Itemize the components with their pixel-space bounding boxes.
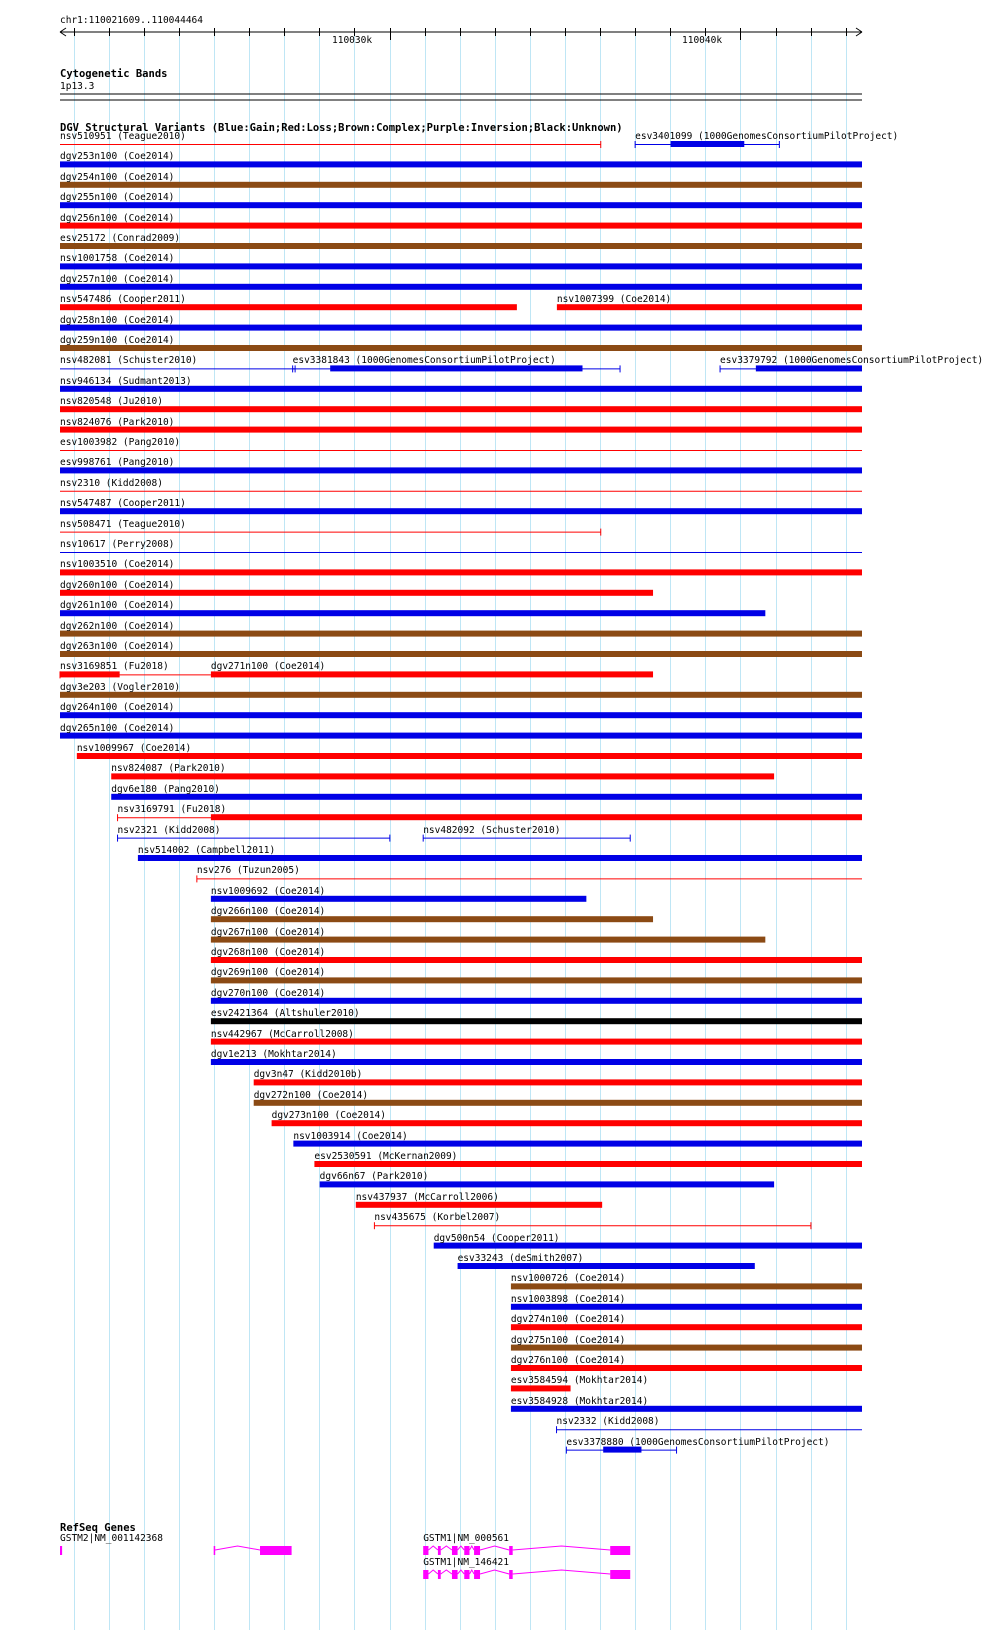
sv-label[interactable]: esv3378880 (1000GenomesConsortiumPilotProject) [566,1436,830,1448]
sv-label[interactable]: dgv6e180 (Pang2010) [111,783,220,795]
sv-label[interactable]: nsv1003510 (Coe2014) [60,559,175,571]
sv-label[interactable]: nsv1003914 (Coe2014) [293,1130,408,1142]
sv-label[interactable]: dgv276n100 (Coe2014) [510,1355,626,1366]
sv-label[interactable]: esv25172 (Conrad2009) [60,233,181,244]
sv-label[interactable]: dgv253n100 (Coe2014) [60,151,175,163]
sv-label[interactable]: dgv271n100 (Coe2014) [210,661,326,673]
sv-label[interactable]: nsv1009967 (Coe2014) [76,743,192,754]
ruler-tick-label: 110040k [682,35,723,46]
sv-label[interactable]: nsv2310 (Kidd2008) [60,477,163,489]
sv-label[interactable]: nsv1000726 (Coe2014) [510,1273,626,1285]
sv-label[interactable]: esv3379792 (1000GenomesConsortiumPilotProject) [720,355,983,367]
sv-label[interactable]: nsv508471 (Teague2010) [60,518,186,530]
sv-label[interactable]: dgv258n100 (Coe2014) [60,314,175,326]
sv-label[interactable]: nsv547487 (Cooper2011) [60,498,186,510]
sv-label[interactable]: dgv263n100 (Coe2014) [60,641,175,652]
gene-label[interactable]: GSTM1|NM_000561 [423,1533,509,1544]
sv-label[interactable]: nsv2321 (Kidd2008) [117,824,221,836]
sv-label[interactable]: nsv510951 (Teague2010) [60,131,186,142]
sv-label[interactable]: dgv269n100 (Coe2014) [210,967,326,979]
sv-label[interactable]: nsv3169791 (Fu2018) [117,804,227,816]
sv-label[interactable]: dgv273n100 (Coe2014) [271,1110,386,1122]
sv-label[interactable]: dgv259n100 (Coe2014) [60,335,175,346]
sv-label[interactable]: nsv3169851 (Fu2018) [60,661,169,673]
sv-label[interactable]: esv2421364 (Altshuler2010) [210,1008,360,1020]
gene-label[interactable]: GSTM1|NM_146421 [423,1557,509,1568]
sv-label[interactable]: nsv1007399 (Coe2014) [556,294,672,306]
sv-label[interactable]: nsv442967 (McCarroll2008) [210,1028,354,1040]
sv-label[interactable]: nsv1003898 (Coe2014) [510,1293,626,1305]
sv-label[interactable]: nsv946134 (Sudmant2013) [60,375,192,387]
sv-label[interactable]: esv3584594 (Mokhtar2014) [510,1375,649,1387]
sv-label[interactable]: dgv500n54 (Cooper2011) [433,1232,560,1244]
sv-label[interactable]: nsv276 (Tuzun2005) [196,865,300,877]
sv-label[interactable]: dgv255n100 (Coe2014) [60,192,175,204]
sv-label[interactable]: dgv256n100 (Coe2014) [60,212,175,224]
sv-label[interactable]: esv3381843 (1000GenomesConsortiumPilotProject) [292,355,556,367]
sv-label[interactable]: dgv270n100 (Coe2014) [210,987,326,999]
sv-label[interactable]: dgv266n100 (Coe2014) [210,906,326,918]
refseq-track-title: RefSeq Genes [60,1522,136,1534]
ruler-tick-label: 110030k [332,35,373,46]
sv-label[interactable]: dgv254n100 (Coe2014) [60,171,175,183]
sv-label[interactable]: nsv824087 (Park2010) [111,763,226,775]
sv-label[interactable]: esv1003982 (Pang2010) [60,437,181,448]
sv-label[interactable]: nsv820548 (Ju2010) [60,396,163,408]
sv-label[interactable]: esv3401099 (1000GenomesConsortiumPilotProject) [635,131,899,142]
sv-label[interactable]: dgv66n67 (Park2010) [319,1171,429,1183]
sv-label[interactable]: esv3584928 (Mokhtar2014) [510,1395,649,1407]
cytoband-track-title: Cytogenetic Bands [60,68,168,80]
sv-label[interactable]: dgv264n100 (Coe2014) [60,702,175,714]
dgv-track-title: DGV Structural Variants (Blue:Gain;Red:Loss;Brown:Complex;Purple:Inversion;Black:Unknown) [60,122,623,134]
sv-label[interactable]: dgv268n100 (Coe2014) [210,947,326,958]
sv-label[interactable]: esv998761 (Pang2010) [60,457,175,469]
sv-label[interactable]: dgv267n100 (Coe2014) [210,926,326,938]
sv-label[interactable]: esv33243 (deSmith2007) [457,1253,584,1264]
sv-label[interactable]: nsv482092 (Schuster2010) [423,824,561,836]
sv-label[interactable]: dgv3n47 (Kidd2010b) [253,1069,363,1081]
cytoband-label: 1p13.3 [60,81,95,92]
sv-label[interactable]: nsv1009692 (Coe2014) [210,885,326,897]
sv-label[interactable]: dgv275n100 (Coe2014) [510,1334,626,1346]
sv-label[interactable]: nsv2332 (Kidd2008) [556,1416,660,1428]
sv-label[interactable]: nsv437937 (McCarroll2006) [355,1191,499,1203]
sv-label[interactable]: nsv1001758 (Coe2014) [60,253,175,265]
sv-label[interactable]: nsv435675 (Korbel2007) [374,1212,501,1224]
sv-label[interactable]: dgv260n100 (Coe2014) [60,579,175,591]
sv-label[interactable]: dgv3e203 (Vogler2010) [60,681,181,693]
sv-label[interactable]: dgv257n100 (Coe2014) [60,273,175,285]
sv-label[interactable]: nsv482081 (Schuster2010) [60,355,198,367]
sv-label[interactable]: dgv1e213 (Mokhtar2014) [210,1049,337,1060]
sv-label[interactable]: nsv10617 (Perry2008) [60,539,175,550]
sv-label[interactable]: dgv265n100 (Coe2014) [60,722,175,734]
sv-label[interactable]: esv2530591 (McKernan2009) [314,1151,458,1162]
sv-label[interactable]: nsv824076 (Park2010) [60,416,175,428]
sv-label[interactable]: nsv547486 (Cooper2011) [60,294,186,306]
sv-label[interactable]: dgv274n100 (Coe2014) [510,1314,626,1326]
gene-label[interactable]: GSTM2|NM_001142368 [60,1533,163,1544]
sv-label[interactable]: dgv262n100 (Coe2014) [60,620,175,632]
sv-label[interactable]: nsv514002 (Campbell2011) [137,845,276,856]
sv-label[interactable]: dgv272n100 (Coe2014) [253,1089,369,1101]
ruler-region: chr1:110021609..110044464 [60,15,203,26]
sv-label[interactable]: dgv261n100 (Coe2014) [60,600,175,612]
